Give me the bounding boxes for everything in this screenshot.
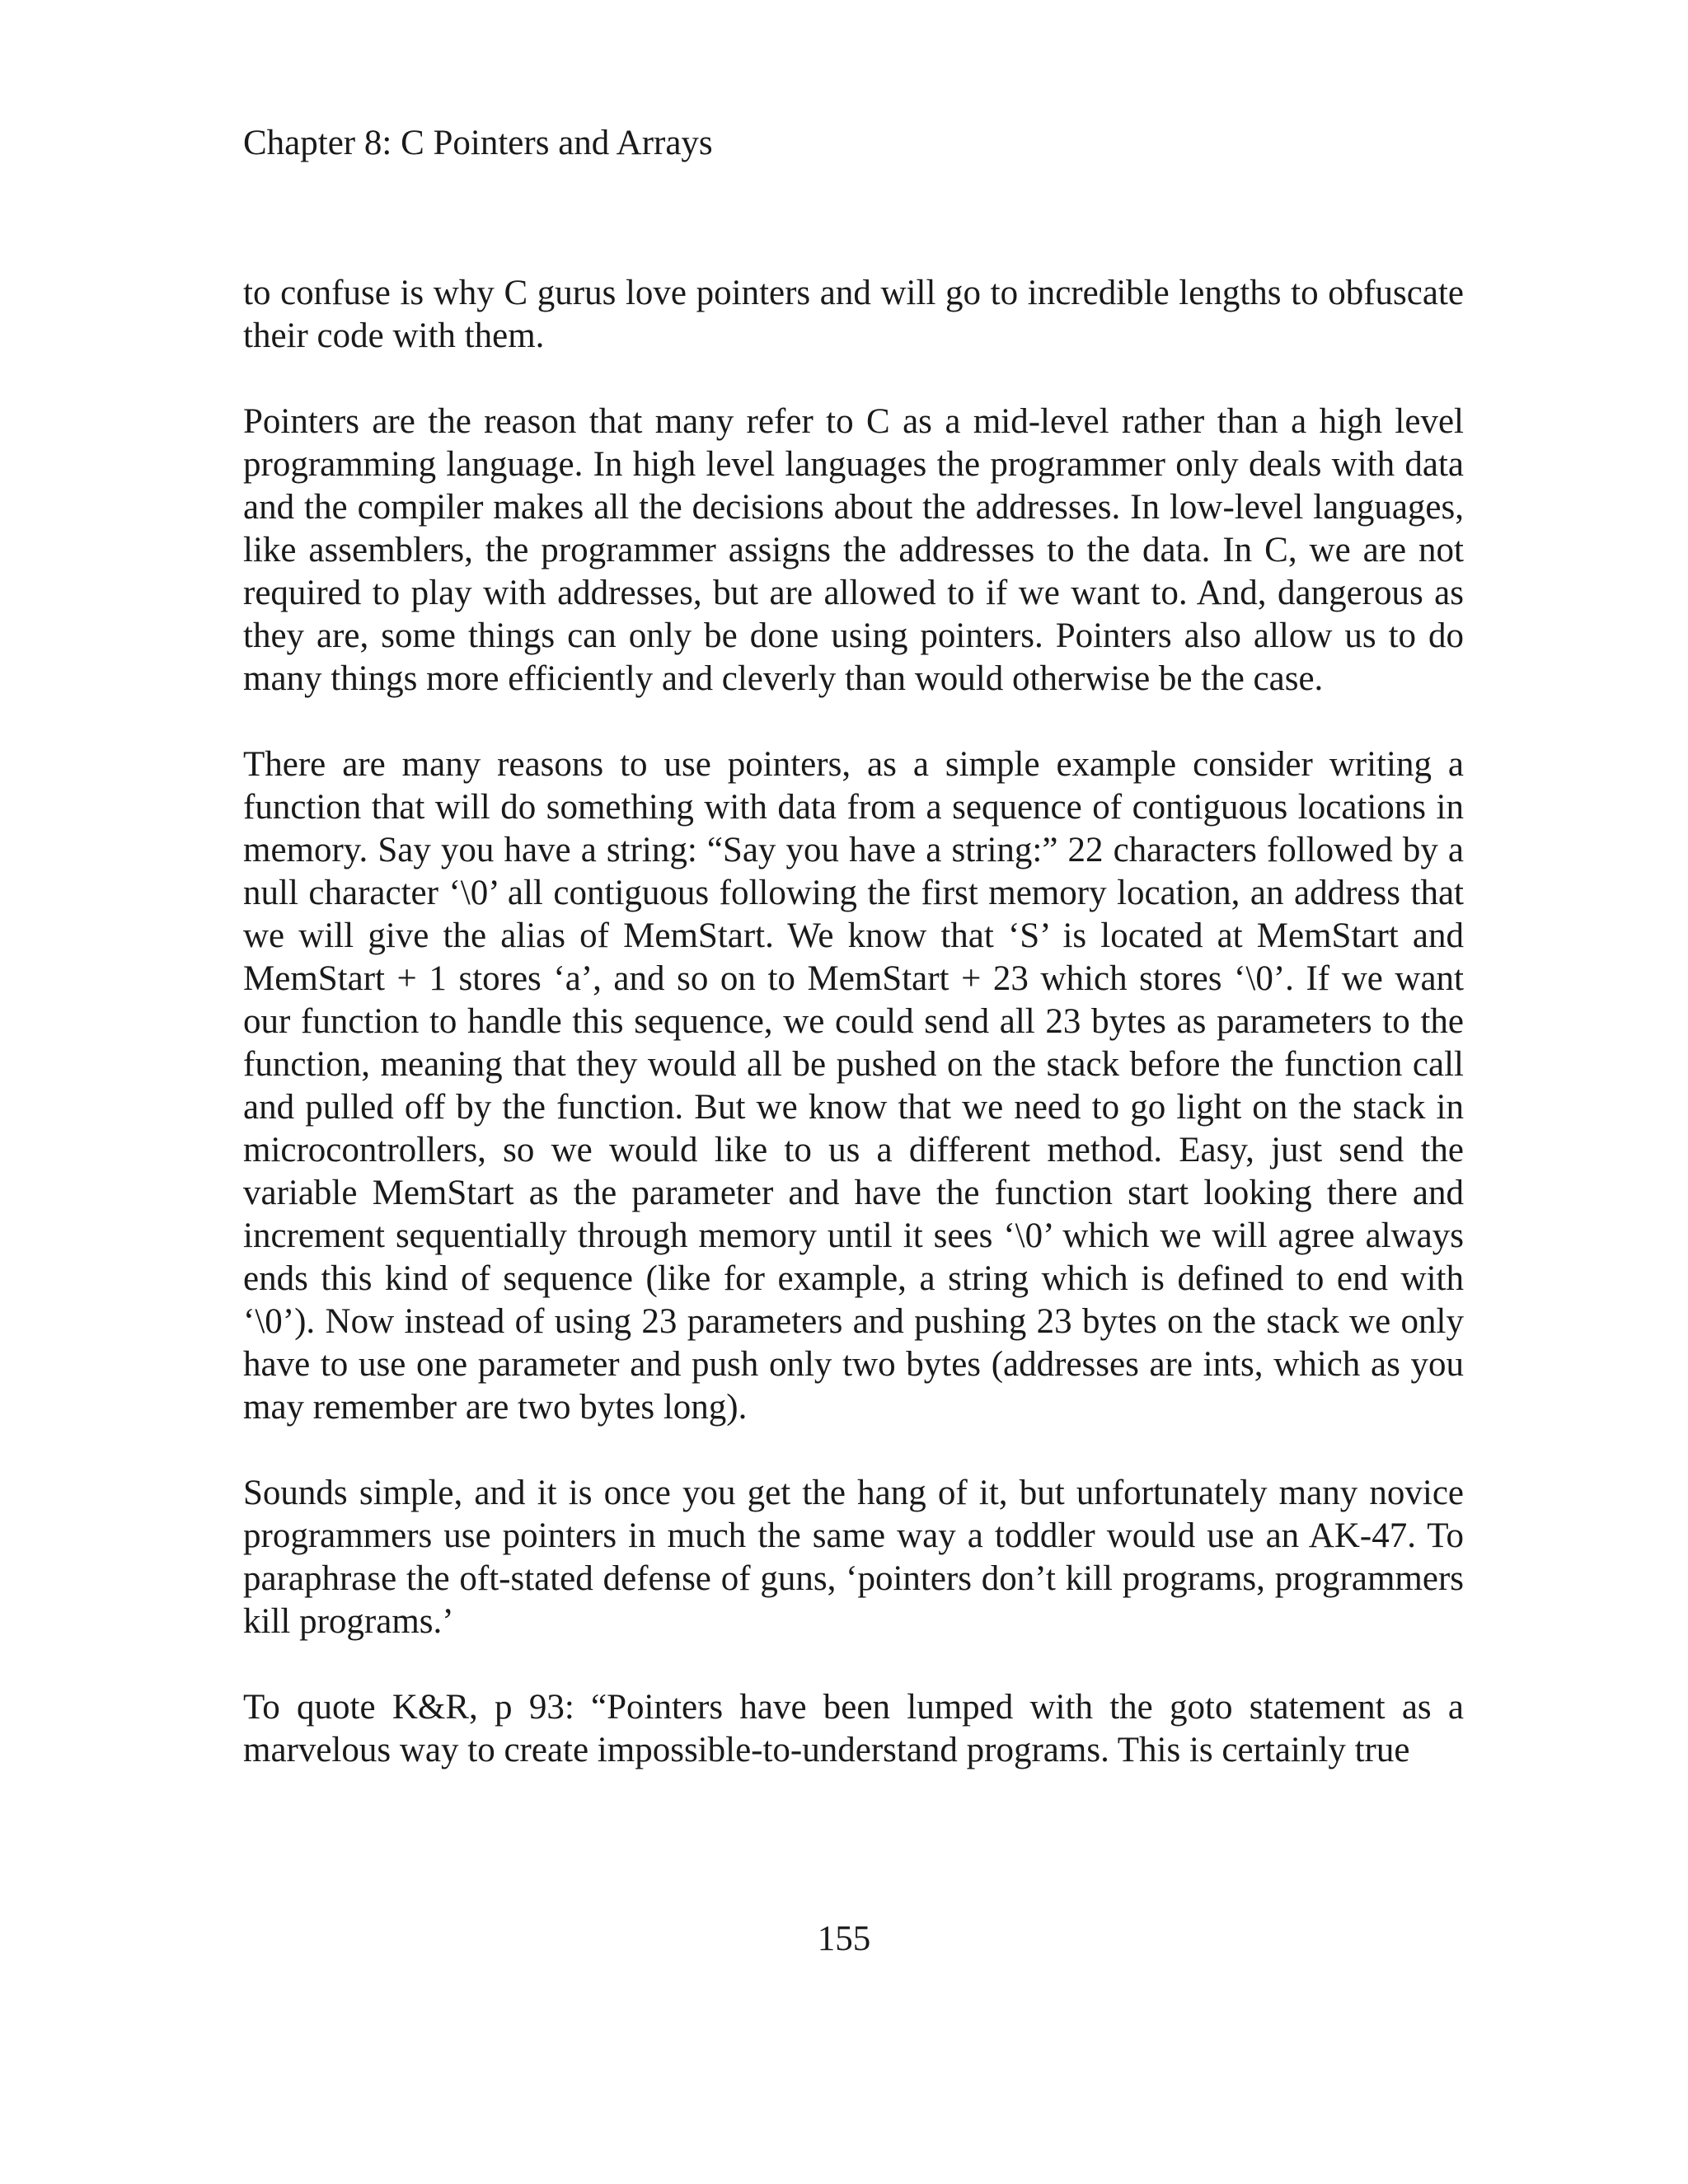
running-header: Chapter 8: C Pointers and Arrays (243, 124, 713, 162)
page-number: 155 (817, 1919, 871, 1958)
paragraph-reasons-example: There are many reasons to use pointers, as a simple example consider writing a function that will do something with data from a sequence of contiguous locations in memory. Say you have a string: “Say you have a string:” 22 characters followed by a null character ‘\0’ all contiguous following the first memory location, an address that we will give the alias of MemStart. We know that ‘S’ is located at MemStart and MemStart + 1 stores ‘a’, and so on to MemStart + 23 which stores ‘\0’. If we want our function to handle this sequence, we could send all 23 bytes as parameters to the function, meaning that they would all be pushed on the stack before the function call and pulled off by the function. But we know that we need to go light on the stack in microcontrollers, so we would like to us a different method. Easy, just send the variable MemStart as the parameter and have the function start looking there and increment sequentially through memory until it sees ‘\0’ which we will agree always ends this kind of sequence (like for example, a string which is defined to end with ‘\0’). Now instead of using 23 parameters and pushing 23 bytes on the stack we only have to use one parameter and push only two bytes (addresses are ints, which as you may remember are two bytes long). (243, 745, 1464, 1427)
body-text (243, 272, 1464, 1815)
paragraph-kr-quote: To quote K&R, p 93: “Pointers have been lumped with the goto statement as a marvelous way to create impossible-to-understand programs. This is certainly true (243, 1688, 1464, 1769)
paragraph-mid-level: Pointers are the reason that many refer to C as a mid-level rather than a high level programming language. In high level languages the programmer only deals with data and the compiler makes all the decisions about the addresses. In low-level languages, like assemblers, the programmer assigns the addresses to the data. In C, we are not required to play with addresses, but are allowed to if we want to. And, dangerous as they are, some things can only be done using pointers. Pointers also allow us to do many things more efficiently and cleverly than would otherwise be the case. (243, 402, 1464, 698)
paragraph-novice-warning: Sounds simple, and it is once you get the hang of it, but unfortunately many novice programmers use pointers in much the same way a toddler would use an AK-47. To paraphrase the oft-stated defense of guns, ‘pointers don’t kill programs, programmers kill programs.’ (243, 1474, 1464, 1641)
paragraph-continuation: to confuse is why C gurus love pointers and will go to incredible lengths to obfuscate their code with them. (243, 274, 1464, 355)
